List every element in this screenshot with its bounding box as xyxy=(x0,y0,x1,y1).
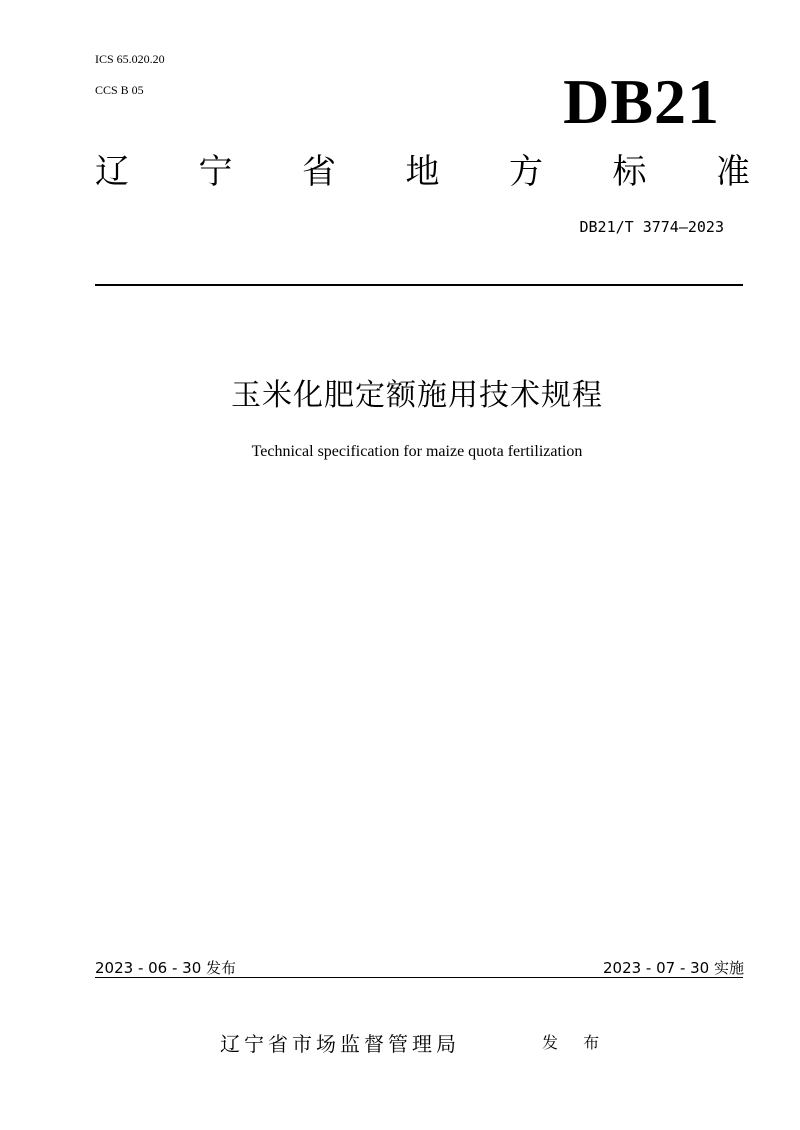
publisher-name: 辽宁省市场监督管理局 xyxy=(220,1032,460,1056)
standard-type-char: 方 xyxy=(509,152,543,192)
standard-number: DB21/T 3774—2023 xyxy=(579,218,724,236)
standard-type-heading xyxy=(95,152,750,193)
issue-date: 2023 - 06 - 30 发布 xyxy=(95,959,237,977)
ics-code: ICS 65.020.20 xyxy=(95,52,165,66)
header-divider xyxy=(95,284,743,286)
document-title-chinese: 玉米化肥定额施用技术规程 xyxy=(231,378,603,413)
standard-logo: DB21 xyxy=(563,66,720,137)
implementation-date: 2023 - 07 - 30 实施 xyxy=(602,959,744,977)
publisher-action: 发 布 xyxy=(542,1033,610,1052)
document-title-english: Technical specification for maize quota fertilization xyxy=(251,443,583,460)
standard-type-char: 准 xyxy=(716,152,750,192)
footer-divider xyxy=(95,977,743,978)
standard-type-char: 省 xyxy=(302,152,336,192)
ccs-code: CCS B 05 xyxy=(95,83,144,97)
standard-type-char: 宁 xyxy=(198,152,233,192)
standard-type-char: 地 xyxy=(405,152,440,192)
standard-type-char: 标 xyxy=(612,152,647,192)
standard-type-char: 辽 xyxy=(95,152,129,192)
